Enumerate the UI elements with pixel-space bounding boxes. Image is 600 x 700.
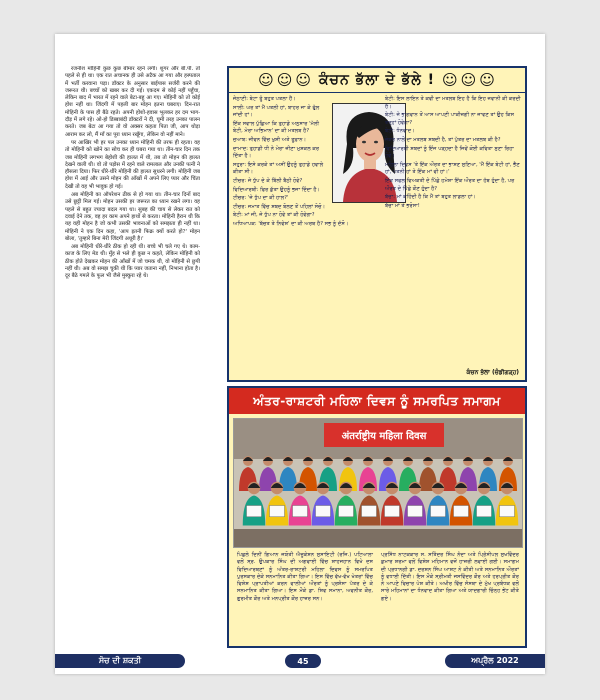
kanchan-box-title xyxy=(229,68,525,93)
joke-line: ਇੱਕ ਸਵਾਲ ਪੁੱਛਿਆ ਕਿ ਤੁਹਾਡੇ ਅਨੁਸਾਰ 'ਮੱਲੀ ਬੇਟੀ, ਮੇਰਾ ਅਭਿਮਾਨ' ਦਾ ਕੀ ਮਤਲਬ ਹੈ? xyxy=(233,120,320,135)
author-signature: ਕੰਚਨ ਭੱਲਾ (ਚੰਡੀਗੜ੍ਹ) xyxy=(466,369,519,376)
story-paragraph-1: रजनीश मोहिनी कुछ कुछ बीमार रहने लगी। शुगर और बी.पी. तो पहले से ही था। एक रात अचानक ही उसे अटैक आ गया और हस्पताल में भर्ती करवाना पड़ा। डॉक्टर के अनुसार बाईपास सर्जरी करने की जरूरत थी। बच्चों को खबर कर दी गई। एकदम से कोई नहीं पहुँचा, लेकिन बाद में भारत में रहने वाले बेटा-बहू आ गए। मोहिनी को तो कोई होश नहीं था। जिंदगी में पहली बार मोहन इतना घबराए। दिन-रात मोहिनी के पास ही बैठे रहते। अपनी होशो-हवास भूलकर हर दम भाग-दौड़ में लगे रहे। ओ-हो डिब्बाबंदी डॉक्टरों ने दी, घूमी तरह उनका पालन करते। जब बेटा आ गया तो वो अक्सर कहता पिता जी, आप थोड़ा आराम कर लो, मैं माँ का पूरा ध्यान रखूँगा, लेकिन वो नहीं माने। xyxy=(65,66,200,138)
story-paragraph-2: पर आखिर भी हर पल उनका ध्यान मोहिनी की तरफ ही रहता। वह तो मोहिनी को खोने का सोच कर ही घबरा गया था। तीन-चार दिन तक जब मोहिनी लगभग बेहोशी की हालत में थी, तब तो मोहन की हालत देखने वाली थी। वो तो पड़ोस में रहने वाले रामलाल और उनकी पत्नी ने हौसला दिया। फिर धीरे-धीरे मोहिनी की हालत सुधरने लगी। मोहिनी जब होश में आई और उसने मोहन की आँखों में अपने लिए प्यार और चिंता देखी तो वह भी भावुक हो गई। xyxy=(65,139,200,190)
footer-magazine-name: ਸੋਚ ਦੀ ਸ਼ਕਤੀ xyxy=(55,654,185,668)
story-paragraph-4: अब मोहिनी धीरे-धीरे ठीक हो रही थी। बच्चे भी चले गए थे। काम-काज के लिए मेड थी। मुँह से भले ही कुछ न कहते, लेकिन मोहिनी को ठीक होते देखकर मोहन की आँखों में जो चमक थी, वो मोहिनी से छुपी नहीं थी। अब वो समझ चुकी थी कि प्यार जताना नहीं, निभाना होता है। दूर बैठे गमले के फूल भी जैसे मुस्कुरा रहे थे। xyxy=(65,244,200,280)
magazine-page xyxy=(55,34,545,674)
left-story-column xyxy=(65,66,200,631)
kanchan-title-text: ਕੰਚਨ ਭੱਲਾ ਦੇ ਭੱਲੇ ! xyxy=(319,72,435,88)
women-day-section xyxy=(227,386,527,648)
joke-line: ਦਾਮਾਦ: ਤੁਹਾਡੀ ਧੀ ਨੇ ਮੇਰਾ ਜੀਣਾ ਮੁਸ਼ਕਲ ਕਰ ਦਿੱਤਾ ਹੈ। xyxy=(233,145,320,160)
joke-line: ਬੱਚਾ ਮਾਂ ਤੇ ਭਰੋਸਾ! xyxy=(385,202,420,209)
joke-line: ਬੇਟੀ: ਜੇ ਭਾਗਵਾਨ ਤੋਂ ਆਸ ਆਪਣੀ ਪਾਕੀਜ਼ਗੀ ਨਾ ਜਾਵਣ ਤਾਂ ਉਹ ਕਿਸ ਤਰ੍ਹਾਂ ਹੋਵੇਗਾ? xyxy=(385,112,515,126)
joke-line: ਸਹੁਰਾ: ਇਸੇ ਕਰਕੇ ਤਾਂ ਅਸੀਂ ਉਹਨੂੰ ਤੁਹਾਡੇ ਹਵਾਲੇ ਕੀਤਾ ਸੀ। xyxy=(233,161,324,176)
smiley-icon: ☺ xyxy=(276,71,294,89)
joke-line: ਟੀਚਰ: ਜੇ ਧੁੱਪ ਦੇ ਕੇ ਬਿੱਲੀ ਬੈਠੀ ਹੋਵੇ? xyxy=(233,177,303,184)
story-paragraph-3: अब मोहिनी का ऑपरेशन ठीक से हो गया था। तीन-चार दिनों बाद उसे छुट्टी मिल गई। मोहन उसकी हर जरूरत का ध्यान रखने लगा। वह पहले से बहुत ज्यादा बदल गया था। सुबह की चाय से लेकर रात को दवाई देने तक, वह हर काम अपने हाथों से करता। मोहिनी हैरान थी कि यह वही मोहन है जो कभी उसकी भावनाओं को समझता ही नहीं था। मोहिनी ने एक दिन कहा, 'आप इतनी फिक्र क्यों करते हो?' मोहन बोला, 'तुम्हारे बिना मेरी जिंदगी अधूरी है।' xyxy=(65,192,200,242)
footer-page-number: 45 xyxy=(285,654,321,668)
banner-text: अंतर्राष्ट्रीय महिला दिवस xyxy=(341,431,427,442)
joke-line: ਵਿਦਿਆਰਥੀ: ਫਿਰ ਕੁੱਤਾ ਉਹਨੂੰ ਭਜਾ ਦਿੰਦਾ ਹੈ। xyxy=(233,186,321,193)
joke-line: ਟੀਚਰ: 'ਜੇ ਧੁੱਪ ਦਾ ਕੀ ਹਾਲ?' xyxy=(233,195,289,202)
women-day-title: ਅੰਤਰ-ਰਾਸ਼ਟਰੀ ਮਹਿਲਾ ਦਿਵਸ ਨੂੰ ਸਮਰਪਿਤ ਸਮਾਗਮ xyxy=(229,388,525,414)
joke-line: ਵਿਦਿਆਰਥੀ ਸ਼ਬਦਾਂ ਨੂੰ ਇੰਜ ਪੜ੍ਹਦਾ ਹੈ ਜਿਵੇਂ ਕੋਈ ਕਵਿਤਾ ਸੁਣਾ ਰਿਹਾ ਹੋਵੇ। xyxy=(385,145,514,160)
page-footer xyxy=(55,650,545,670)
joke-line: ਬੱਚਾ: ਮਾਂ ਕਹਿੰਦੀ ਹੈ ਕਿ ਮੈਂ ਤਾਂ ਬਹੁਤ ਲਾਡਲਾ ਹਾਂ। xyxy=(385,194,476,201)
joke-line: ਬੇਟੀ: ਮਾਂ ਜੀ, ਜੇ ਧੁੱਪ ਨਾ ਹੋਵੇ ਤਾਂ ਕੀ ਹੋਵੇਗਾ? xyxy=(233,212,315,219)
joke-line: ਅਧਿਆਪਕ: 'ਬੱਚਤ ਤੇ ਨਿਵੇਸ਼' ਦਾ ਕੀ ਅਰਥ ਹੈ? ਸਭ ਨੂੰ ਦੱਸੋ। xyxy=(233,220,349,227)
women-day-right-text: ਪ੍ਰਸਿੱਧ ਨਾਟਕਕਾਰ ਸ. ਸਤਿੰਦਰ ਸਿੰਘ ਨੰਦਾ ਅਤੇ ਪ੍ਰਿੰਸੀਪਲ ਸੁਖਵਿੰਦਰ ਕੁਮਾਰ ਸ਼ਰਮਾ ਵਲੋਂ ਵਿਸ਼ੇਸ਼ ਮਹਿਮਾਨ ਵਜੋਂ ਹਾਜ਼ਰੀ ਲਵਾਈ ਗਈ। ਸਮਾਗਮ ਦੀ ਪ੍ਰਧਾਨਗੀ ਡਾ. ਦਰਸ਼ਨ ਸਿੰਘ ਆਸ਼ਟ ਨੇ ਕੀਤੀ ਅਤੇ ਸਨਮਾਨਿਤ ਔਰਤਾਂ ਨੂੰ ਵਧਾਈ ਦਿੱਤੀ। ਇਸ ਮੌਕੇ ਸ੍ਰੀਮਤੀ ਜਸਵਿੰਦਰ ਕੌਰ ਅਤੇ ਹਰਪ੍ਰੀਤ ਕੌਰ ਨੇ ਆਪਣੇ ਵਿਚਾਰ ਪੇਸ਼ ਕੀਤੇ। ਅਖੀਰ ਵਿੱਚ ਸੰਸਥਾ ਦੇ ਮੁੱਖ ਪ੍ਰਬੰਧਕ ਵਲੋਂ ਸਾਰੇ ਮਹਿਮਾਨਾਂ ਦਾ ਧੰਨਵਾਦ ਕੀਤਾ ਗਿਆ ਅਤੇ ਯਾਦਗਾਰੀ ਚਿੰਨ੍ਹ ਭੇਂਟ ਕੀਤੇ ਗਏ। xyxy=(381,552,519,602)
joke-line: ਟੀਚਰ: ਜਮਾਤ ਵਿੱਚ ਸ਼ਬਦ ਬੋਲਣ ਤੋਂ ਪਹਿਲਾਂ ਸੋਚੋ। xyxy=(233,203,326,210)
joke-line: ਮਹਿਲਾ ਦਿਵਸ 'ਤੇ ਇੱਕ ਔਰਤ ਦਾ ਭਾਸ਼ਣ ਸੁਣਿਆ, 'ਮੈਂ ਇੱਕ ਬੇਟੀ ਹਾਂ, ਭੈਣ ਹਾਂ, ਪਤਨੀ ਹਾਂ ਤੇ ਇੱਕ ਮਾਂ ਵੀ ਹਾਂ।' xyxy=(385,161,520,176)
joke-line: ਸਾਲੀ: ਘਰ ਤਾਂ ਮੈਂ ਪਤਲੀ ਹਾਂ, ਬਾਹਰ ਜਾ ਕੇ ਫੁੱਲ ਜਾਂਦੀ ਹਾਂ। xyxy=(233,104,320,119)
event-group-photo xyxy=(233,418,523,548)
joke-line: ਜੇਠਾਣੀ: ਬੇਟਾ ਤੂੰ ਬਹੁਤ ਪਤਲਾ ਹੈਂ। xyxy=(233,96,296,102)
joke-line: ਜੇਕਰ ਨਾਲੋਂ ਦਾ ਮਤਲਬ ਸ਼ਬਦੀ ਹੈ, ਤਾਂ ਪੁੱਤਰ ਦਾ ਮਤਲਬ ਕੀ ਹੈ? xyxy=(385,136,501,143)
footer-issue-date: ਅਪ੍ਰੈਲ 2022 xyxy=(445,654,545,668)
group-photo-illustration xyxy=(234,419,522,547)
kanchan-jokes-box xyxy=(227,66,527,382)
kanchan-right-column xyxy=(385,96,523,211)
joke-line: ਇੱਕ ਸਫਲ ਵਿਅਕਤੀ ਦੇ ਪਿੱਛੇ ਹਮੇਸ਼ਾ ਇੱਕ ਔਰਤ ਦਾ ਹੱਥ ਹੁੰਦਾ ਹੈ, ਪਰ ਔਰਤ ਦੇ ਪਿੱਛੇ ਕੌਣ ਹੁੰਦਾ ਹੈ? xyxy=(385,177,515,192)
kanchan-box-body xyxy=(229,93,525,381)
smiley-icon: ☺ xyxy=(479,71,496,89)
smiley-icon: ☺ xyxy=(460,71,478,89)
joke-line: ਬੇਟੀ: ਇਸ ਲਾਇਨ ਤੇ ਕਵੀ ਦਾ ਮਤਲਬ ਇਹ ਹੈ ਕਿ ਇਹ ਜਵਾਨੀ ਕੀ ਕਰਦੀ ਹੈ। xyxy=(385,96,521,110)
women-day-left-text: ਪਿਛਲੇ ਦਿਨੀਂ ਗਿਆਨ ਜਯੋਤੀ ਐਜੂਕੇਸ਼ਨ ਸੁਸਾਇਟੀ (ਰਜਿ.) ਪਟਿਆਲਾ ਵਲੋਂ ਸ੍ਰ. ਉਪਕਾਰ ਸਿੰਘ ਦੀ ਅਗਵਾਈ ਵਿੱਚ ਸ਼ਾਹਜਹਾਨ ਵਿਖੇ ਦਸ ਵਿਦਿਆਰਥਣਾਂ ਨੂੰ ਅੰਤਰ-ਰਾਸ਼ਟਰੀ ਮਹਿਲਾ ਦਿਵਸ ਨੂੰ ਸਮਰਪਿਤ ਪੁਰਸਕਾਰ ਦੇਕੇ ਸਨਮਾਨਿਤ ਕੀਤਾ ਗਿਆ। ਇਸ ਵਿੱਚ ਵੱਖ-ਵੱਖ ਖੇਤਰਾਂ ਵਿੱਚ ਵਿਸ਼ੇਸ਼ ਪ੍ਰਾਪਤੀਆਂ ਕਰਨ ਵਾਲੀਆਂ ਔਰਤਾਂ ਨੂੰ ਪ੍ਰਸ਼ੰਸਾ ਪੱਤਰ ਦੇ ਕੇ ਸਨਮਾਨਿਤ ਕੀਤਾ ਗਿਆ। ਇਸ ਮੌਕੇ ਡਾ. ਸ਼ਿਵ ਸਮਾਨਾ, ਅਵਨੀਤ ਕੌਰ, ਗੁਰਮੀਤ ਕੌਰ ਅਤੇ ਮਨਪ੍ਰੀਤ ਕੌਰ ਹਾਜ਼ਰ ਸਨ। xyxy=(237,552,373,602)
smiley-icon: ☺ xyxy=(258,71,275,89)
joke-line: ਜੁਆਬ: ਜੀਵਨ ਵਿੱਚ ਖੁਸ਼ੀ ਅਤੇ ਤੂਫ਼ਾਨ। xyxy=(233,136,307,143)
joke-line: ਬੇਟੀ: ਧੰਨਵਾਦ। xyxy=(385,128,415,135)
smiley-icon: ☺ xyxy=(295,71,312,89)
smiley-icon: ☺ xyxy=(441,71,459,89)
